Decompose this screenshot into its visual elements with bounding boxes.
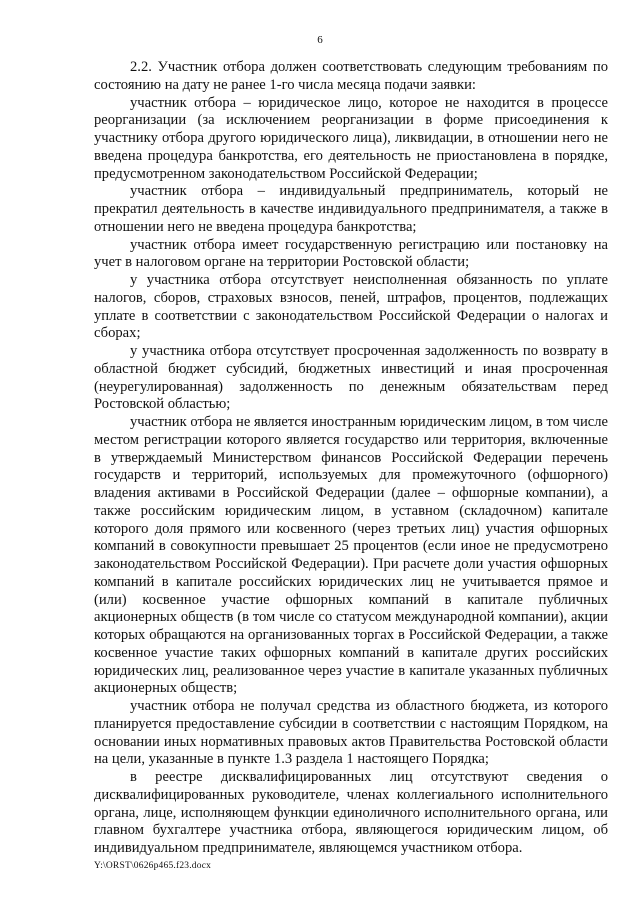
paragraph-taxes: у участника отбора отсутствует неисполненная обязанность по уплате налогов, сборов, страховых взносов, пеней, штрафов, процентов, подлежащих уплате в соответствии с законодательством Российской Федерации о налогах и сборах; — [94, 272, 608, 342]
paragraph-entrepreneur: участник отбора – индивидуальный предприниматель, который не прекратил деятельность в качестве индивидуального предпринимателя, а также в отношении него не введена процедура банкротства; — [94, 183, 608, 235]
document-body — [94, 59, 608, 858]
paragraph-debts: у участника отбора отсутствует просроченная задолженность по возврату в областной бюджет субсидий, бюджетных инвестиций и иная просроченная (неурегулированная) задолженность по денежным обязательствам перед Ростовской областью; — [94, 343, 608, 413]
paragraph-registration: участник отбора имеет государственную регистрацию или постановку на учет в налоговом органе на территории Ростовской области; — [94, 236, 608, 271]
paragraph-2-2: 2.2. Участник отбора должен соответствовать следующим требованиям по состоянию на дату не ранее 1-го числа месяца подачи заявки: — [94, 59, 608, 93]
paragraph-budget-funds: участник отбора не получал средства из областного бюджета, из которого планируется предоставление субсидии в соответствии с настоящим Порядком, на основании иных нормативных правовых актов Правительства Ростовской области на цели, указанные в пункте 1.3 раздела 1 настоящего Порядка; — [94, 698, 608, 768]
page-number: 6 — [317, 34, 323, 46]
paragraph-disqualified-registry: в реестре дисквалифицированных лиц отсутствуют сведения о дисквалифицированных руководителе, членах коллегиального исполнительного органа, лице, исполняющем функции единоличного исполнительного органа, или главном бухгалтере участника отбора, являющегося юридическим лицом, об индивидуальном предпринимателе, являющемся участником отбора. — [94, 769, 608, 856]
paragraph-offshore: участник отбора не является иностранным юридическим лицом, в том числе местом регистрации которого является государство или территория, включенные в утверждаемый Министерством финансов Российской Федерации перечень государств и территорий, используемых для промежуточного (офшорного) владения активами в Российской Федерации (далее – офшорные компании), а также российским юридическим лицом, в уставном (складочном) капитале которого доля прямого или косвенного (через третьих лиц) участия офшорных компаний в совокупности превышает 25 процентов (если иное не предусмотрено законодательством Российской Федерации). При расчете доли участия офшорных компаний в капитале российских юридических лиц не учитывается прямое и (или) косвенное участие офшорных компаний в капитале публичных акционерных обществ (в том числе со статусом международной компании), акции которых обращаются на организованных торгах в Российской Федерации, а также косвенное участие таких офшорных компаний в капитале других российских юридических лиц, реализованное через участие в капитале указанных публичных акционерных обществ; — [94, 414, 608, 697]
file-path-footer: Y:\ORST\0626p465.f23.docx — [94, 861, 212, 871]
paragraph-legal-entity: участник отбора – юридическое лицо, которое не находится в процессе реорганизации (за исключением реорганизации в форме присоединения к участнику отбора другого юридического лица), ликвидации, в отношении него не введена процедура банкротства, его деятельность не приостановлена в порядке, предусмотренном законодательством Российской Федерации; — [94, 94, 608, 182]
